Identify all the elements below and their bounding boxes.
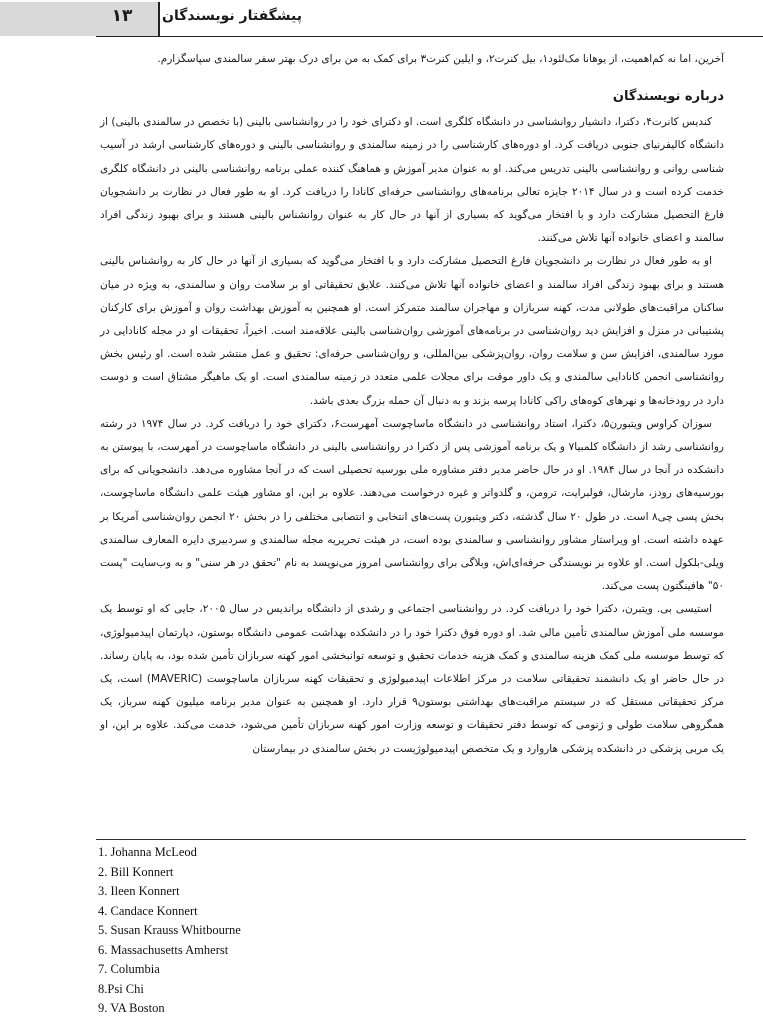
section-heading: درباره نویسندگان — [612, 89, 724, 105]
header-divider — [158, 2, 160, 36]
footnote: 7. Columbia — [98, 962, 160, 976]
footnotes — [98, 843, 498, 1019]
footnote: 5. Susan Krauss Whitbourne — [98, 923, 241, 937]
intro-paragraph: آخرین، اما نه کم‌اهمیت، از یوهانا مک‌لئود۱، بیل کنرت۲، و ایلین کنرت۳ برای کمک به من برای درک بهتر سفر سالمندی سپاسگزارم. — [157, 53, 724, 65]
paragraph-susan: سوزان کراوس ویتبورن۵، دکترا، استاد روانشناسی در دانشگاه ماساچوست آمهرست۶، دکترای خود را دریافت کرد. در سال ۱۹۷۴ در رشته روانشناسی رشد از دانشگاه کلمبیا۷ و یک برنامه آموزشی پس از دکترا در روانشناسی بالینی در دانشگاه ماساچوست در آمهرست، با پیوستن به دانشکده در آنجا در سال ۱۹۸۴. او در حال حاضر مدیر دفتر مشاوره ملی بورسیه تحصیلی است که در آنجا مشاوره می‌دهد. دانشجویانی که برای بورسیه‌های رودز، مارشال، فولبرایت، ترومن، و گلدواتر و غیره درخواست می‌دهند. علاوه بر این، او مشاور هیئت علمی دانشگاه ماساچوست، بخش پسی چی۸ است. در طول ۲۰ سال گذشته، دکتر ویتبورن پست‌های انتخابی و انتصابی مختلفی را در بخش ۲۰ انجمن روان‌شناسی آمریکا بر عهده داشته است. او ویراستار مشاور روانشناسی و سالمندی بوده است، در هیئت تحریریه مجله سالمندی و سردبیری دایره المعارف سالمندی ویلی-بلکول است. او علاوه بر نویسندگی حرفه‌ای‌اش، وبلاگی برای روانشناسی امروز می‌نویسد به نام "تحقق در هر سنی" و به وب‌سایت "پست ۵۰" هافینگتون پست می‌کند. — [100, 417, 724, 593]
main-text — [100, 48, 724, 761]
header-rule — [96, 36, 763, 37]
paragraph-stacey: استیسی بی. ویتبرن، دکترا خود را دریافت کرد. در روانشناسی اجتماعی و رشدی از دانشگاه براندیس در سال ۲۰۰۵، جایی که او توسط یک موسسه ملی آموزش سالمندی تأمین مالی شد. او دوره فوق دکترا خود را در دانشکده بهداشت عمومی دانشگاه بوستون، دپارتمان اپیدمیولوژی، که توسط موسسه ملی کمک هزینه سالمندی و کمک هزینه خدمات تحقیق و توسعه توانبخشی امور کهنه سربازان تأمین شده بود، به پایان رساند. در حال حاضر او یک دانشمند تحقیقاتی سلامت در مرکز اطلاعات اپیدمیولوژی و تحقیقات کهنه سربازان ماساچوست (MAVERIC) است، یک مرکز تحقیقاتی مستقل که در سیستم مراقبت‌های بهداشتی بوستون۹ قرار دارد. او همچنین به عنوان مدیر برنامه میلیون کهنه سرباز، یک همگروهی سلامت طولی و ژنومی که توسط دفتر تحقیقات و توسعه وزارت امور کهنه سربازان تأمین می‌شود، خدمت می‌کند. علاوه بر این، او یک مربی پزشکی در دانشکده پزشکی هاروارد و یک متخصص اپیدمیولوژیست در بخش سالمندی در بیمارستان — [100, 603, 724, 755]
footnote: 1. Johanna McLeod — [98, 845, 197, 859]
paragraph-supervision: او به طور فعال در نظارت بر دانشجویان فارغ التحصیل مشارکت دارد و با افتخار می‌گوید که بسیاری از آنها در حال کار به روانشناس بالینی هستند و برای بهبود زندگی افراد سالمند و اعضای خانواده آنها تلاش می‌کنند. علایق تحقیقاتی او بر سلامت روان و سالمندی، به ویژه در میان ساکنان مراقبت‌های طولانی مدت، کهنه سربازان و مهاجران سالمند متمرکز است. او همچنین به آموزش بهداشت روان و آموزش برای کارکنان پشتیبانی در منزل و افزایش دید روان‌شناسی در برنامه‌های آموزشی روان‌شناسی بالینی علاقه‌مند است. اخیراً، تحقیقات او در مجله کانادایی در مورد سالمندی، افزایش سن و سلامت روان، روان‌پزشکی بین‌المللی، و روان‌شناسی حرفه‌ای: تحقیق و عمل منتشر شده است. او رئیس بخش روانشناسی انجمن کانادایی سالمندی و یک داور موقت برای مجلات علمی متعدد در زمینه سالمندی است. او یک ماهیگر مشتاق است و دوست دارد در رودخانه‌ها و نهرهای کوه‌های راکی کانادا پرسه بزند و به دنبال آن حمله بزرگ بعدی باشد. — [100, 255, 724, 407]
footnote-rule — [96, 839, 746, 840]
footnote: 3. Ileen Konnert — [98, 884, 180, 898]
footnote: 4. Candace Konnert — [98, 903, 198, 918]
page-number: ۱۳ — [111, 6, 133, 26]
running-title: پیشگفتار نویسندگان — [162, 8, 303, 24]
footnote: 9. VA Boston — [98, 1001, 165, 1015]
footnote: 6. Massachusetts Amherst — [98, 942, 229, 957]
footnote: 8.Psi Chi — [98, 981, 144, 996]
paragraph-candace: کندیس کانرت۴، دکترا، دانشیار روانشناسی در دانشگاه کلگری است. او دکترای خود را در روانشناسی بالینی (با تخصص در سالمندی بالینی) از دانشگاه کالیفرنیای جنوبی دریافت کرد. او دوره‌های کارشناسی را در زمینه سالمندی و روانشناسی بالینی و دوره‌های کارشناسی ارشد در آسیب شناسی روانی و روانشناسی بالینی تدریس می‌کند. او به عنوان مدیر آموزش و هماهنگ کننده عملی برنامه روانشناسی بالینی در دانشگاه کلگری خدمت کرده است و در سال ۲۰۱۴ جایزه تعالی برنامه‌های روانشناسی حرفه‌ای کانادا را دریافت کرد. او به طور فعال در نظارت بر دانشجویان فارغ التحصیل مشارکت دارد و با افتخار می‌گوید که بسیاری از آنها در حال کار به عنوان روانشناس بالینی هستند و برای بهبود زندگی افراد سالمند و اعضای خانواده آنها تلاش می‌کنند. — [100, 116, 724, 245]
page-header — [0, 0, 763, 38]
footnote: 2. Bill Konnert — [98, 864, 174, 879]
